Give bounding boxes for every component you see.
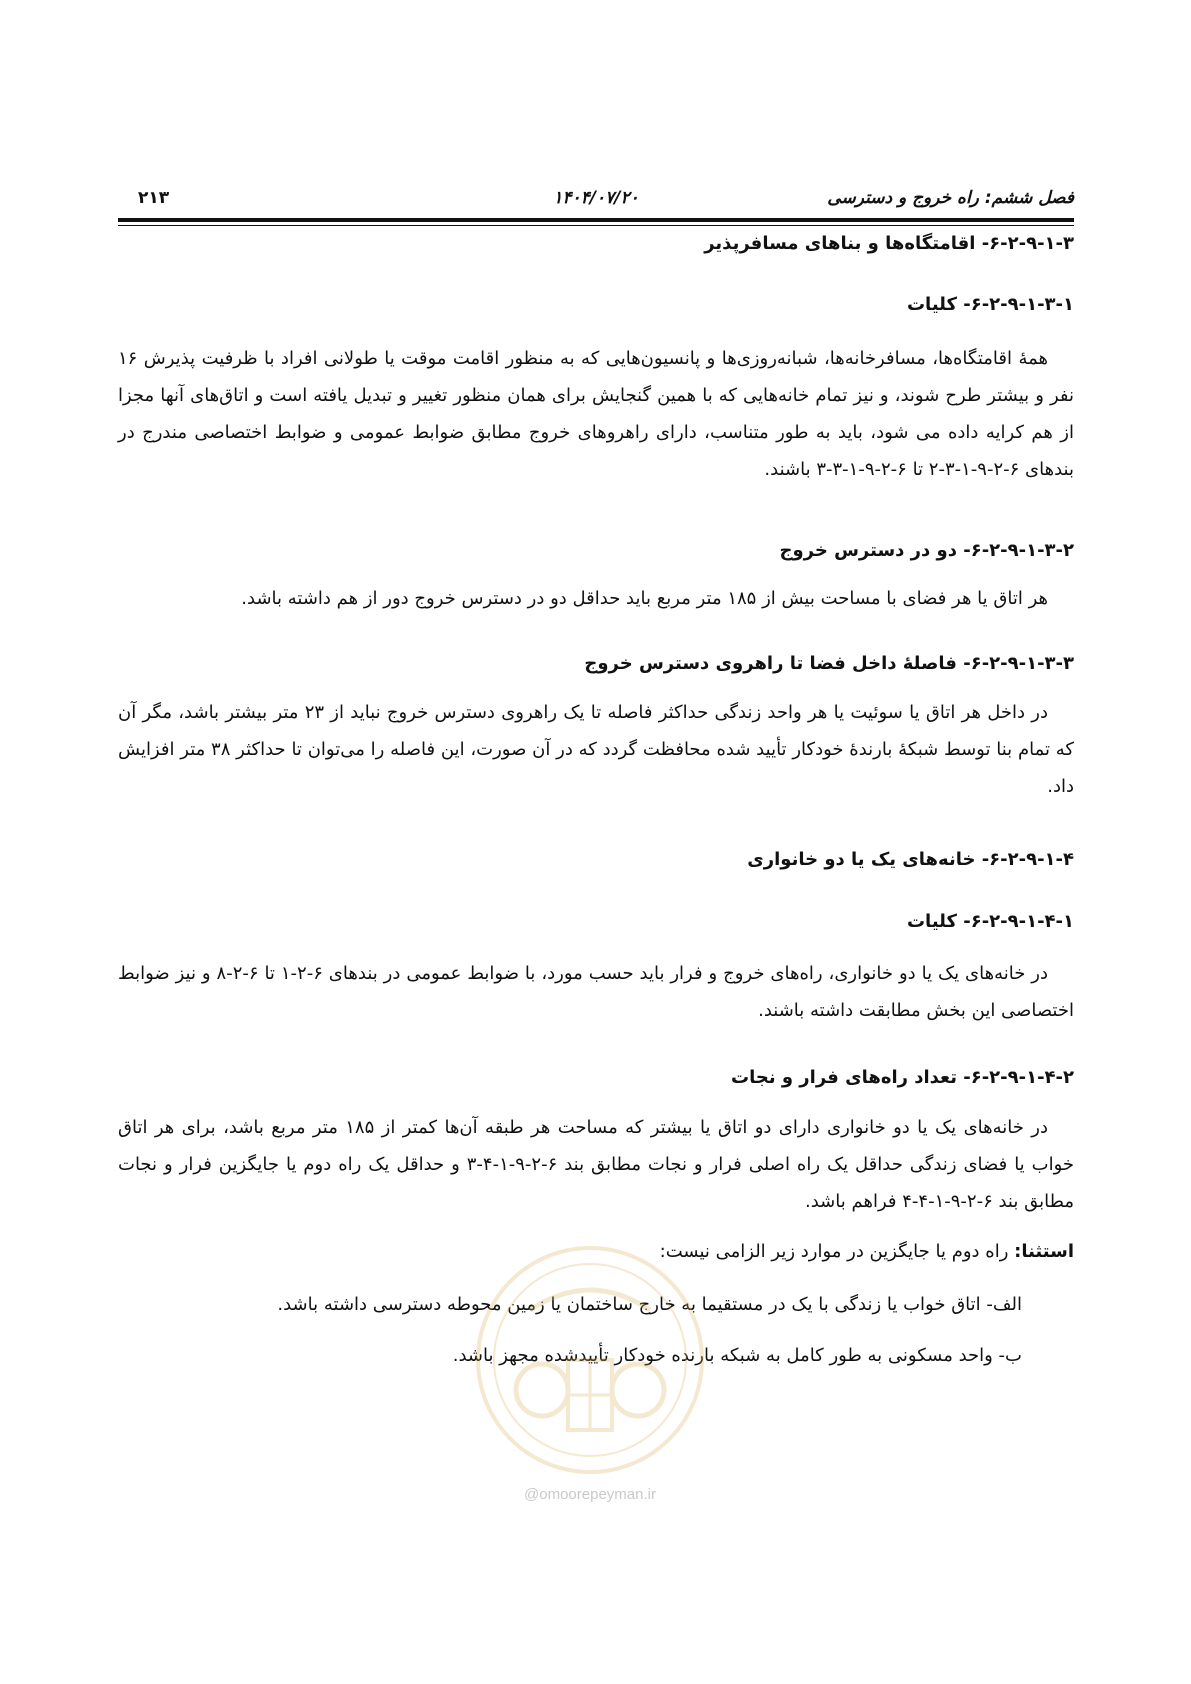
section-heading: ۶-۲-۹-۱-۳- اقامتگاه‌ها و بناهای مسافرپذیر	[704, 233, 1074, 254]
header-rule-thin	[118, 225, 1074, 226]
page-header	[118, 184, 1074, 214]
watermark-text: @omoorepeyman.ir	[524, 1486, 656, 1503]
section-heading: ۶-۲-۹-۱-۴-۱- کلیات	[906, 911, 1074, 932]
paragraph-text: در خانه‌های یک یا دو خانواری، راه‌های خروج و فرار باید حسب مورد، با ضوابط عمومی در بندهای ۶-۲-۱ تا ۶-۲-۸ و نیز ضوابط اختصاصی این بخش مطابقت داشته باشند.	[118, 963, 1074, 1021]
section-heading: ۶-۲-۹-۱-۳-۳- فاصلهٔ داخل فضا تا راهروی دسترس خروج	[584, 653, 1074, 674]
header-rule-thick	[118, 218, 1074, 222]
list-item	[118, 1286, 1074, 1323]
paragraph	[118, 694, 1074, 805]
paragraph	[118, 955, 1074, 1029]
paragraph-text: در خانه‌های یک یا دو خانواری دارای دو اتاق یا بیشتر که مساحت هر طبقه آن‌ها کمتر از ۱۸۵ متر مربع باشد، برای هر اتاق خواب یا فضای زندگی حداقل یک راه اصلی فرار و نجات مطابق بند ۶-۲-۹-۱-۴-۳ و حداقل یک راه دوم یا جایگزین فرار و نجات مطابق بند ۶-۲-۹-۱-۴-۴ فراهم باشد.	[118, 1117, 1074, 1212]
chapter-title: فصل ششم: راه خروج و دسترسی	[827, 188, 1074, 208]
list-item-text: ب- واحد مسکونی به طور کامل به شبکه بارنده خودکار تأییدشده مجهز باشد.	[452, 1345, 1022, 1366]
paragraph-text: همهٔ اقامتگاه‌ها، مسافرخانه‌ها، شبانه‌روزی‌ها و پانسیون‌هایی که به منظور اقامت موقت یا طولانی افراد با ظرفیت پذیرش ۱۶ نفر و بیشتر طرح شوند، و نیز تمام خانه‌هایی که با همین گنجایش برای همان منظور تغییر و تبدیل یافته است و اتاق‌های آنها مجزا از هم کرایه داده می شود، باید به طور متناسب، دارای راهروهای خروج مطابق ضوابط عمومی و ضوابط اختصاصی مندرج در بندهای ۶-۲-۹-۱-۳-۲ تا ۶-۲-۹-۱-۳-۳ باشند.	[118, 348, 1074, 480]
paragraph	[118, 340, 1074, 488]
exception-line	[118, 1233, 1074, 1270]
paragraph-text: در داخل هر اتاق یا سوئیت یا هر واحد زندگی حداکثر فاصله تا یک راهروی دسترس خروج نباید از ۲۳ متر بیشتر باشد، مگر آن که تمام بنا توسط شبکهٔ بارندهٔ خودکار تأیید شده محافظت گردد که در آن صورت، این فاصله را می‌توان تا حداکثر ۳۸ متر افزایش داد.	[118, 702, 1074, 797]
paragraph	[118, 1109, 1074, 1220]
paragraph-text: هر اتاق یا هر فضای با مساحت بیش از ۱۸۵ متر مربع باید حداقل دو در دسترس خروج دور از هم داشته باشد.	[241, 588, 1048, 609]
section-heading: ۶-۲-۹-۱-۳-۲- دو در دسترس خروج	[779, 540, 1074, 561]
exception-text: راه دوم یا جایگزین در موارد زیر الزامی نیست:	[659, 1241, 1015, 1262]
list-item-text: الف- اتاق خواب یا زندگی با یک در مستقیما به خارج ساختمان یا زمین محوطه دسترسی داشته باشد.	[277, 1294, 1022, 1315]
list-item	[118, 1337, 1074, 1374]
header-date: ۱۴۰۴/۰۷/۲۰	[553, 188, 639, 208]
section-heading: ۶-۲-۹-۱-۳-۱- کلیات	[906, 294, 1074, 315]
section-heading: ۶-۲-۹-۱-۴-۲- تعداد راه‌های فرار و نجات	[731, 1067, 1074, 1088]
exception-label: استثنا:	[1014, 1241, 1074, 1262]
page-number: ۲۱۳	[138, 188, 170, 208]
section-heading: ۶-۲-۹-۱-۴- خانه‌های یک یا دو خانواری	[747, 849, 1074, 870]
paragraph	[118, 580, 1074, 617]
